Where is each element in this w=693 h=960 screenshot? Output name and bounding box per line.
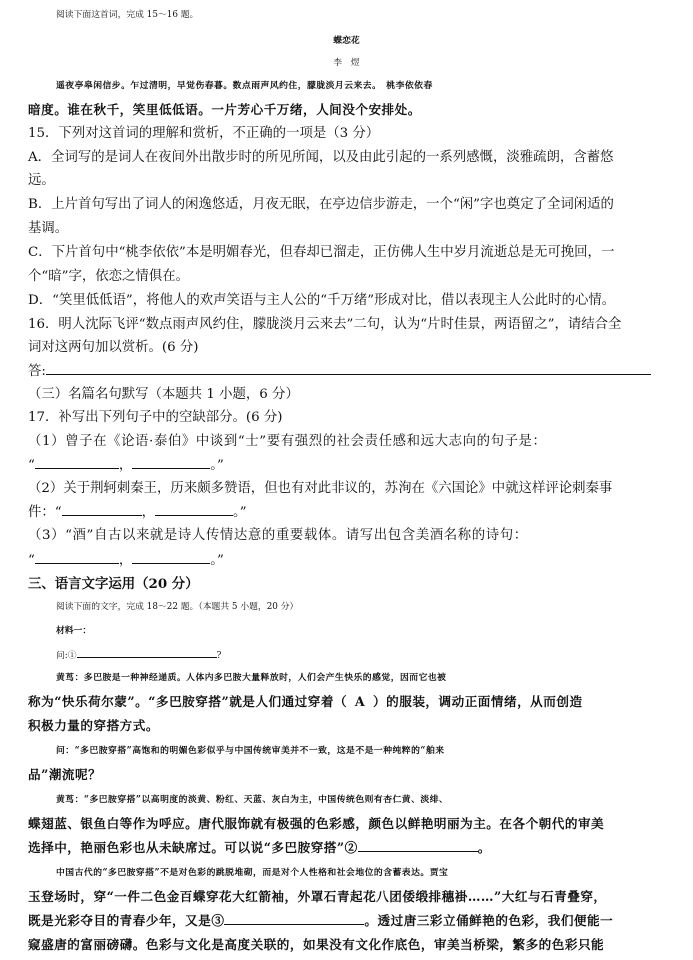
q17-item-3-blanks: “ ， 。” [28, 553, 224, 568]
q15-option-d: D．“笑里低低语”，将他人的欢声笑语与主人公的“千万绪”形成对比，借以表现主人公此时的心情。 [28, 293, 616, 308]
para2-line2: 品”潮流呢？ [28, 767, 102, 782]
answer-blank[interactable] [46, 362, 651, 375]
q17-item-2-blanks: 件：“ ， 。” [28, 505, 247, 520]
q15-option-b: B．上片首句写出了词人的闲逸悠适，月夜无眠，在亭边信步游走，一个“闲”字也奠定了全词闲适的 [28, 197, 614, 212]
para1-line1: 黄茑：多巴胺是一种神经递质。人体内多巴胺大量释放时，人们会产生快乐的感觉，因而它也被 [56, 673, 447, 683]
para4-line4: 窥盛唐的富丽磅礴。色彩与文化是高度关联的，如果没有文化作底色，审美当桥梁，繁多的色彩只能 [28, 937, 605, 952]
q15-stem: 15．下列对这首词的理解和赏析，不正确的一项是（3 分） [28, 126, 380, 141]
para2-line1: 问：“多巴胺穿搭”高饱和的明媚色彩似乎与中国传统审美并不一致，这是不是一种纯粹的“舶来 [56, 746, 445, 756]
q16-answer-line [28, 362, 668, 381]
q16-stem-cont: 词对这两句加以赏析。(6 分) [28, 340, 199, 355]
poem-text-line-2: 暗度。谁在秋千，笑里低低语。一片芳心千万绪，人间没个安排处。 [28, 102, 421, 117]
q17-item-1-blanks: “ ， 。” [28, 458, 224, 473]
q15-option-c-cont: 个“暗”字，依恋之情俱在。 [28, 269, 189, 284]
section3-title: （三）名篇名句默写（本题共 1 小题，6 分） [28, 387, 299, 402]
q17-item-2: （2）关于荆轲刺秦王，历来颇多赞语，但也有对此非议的，苏洵在《六国论》中就这样评论刺秦事 [28, 481, 613, 496]
answer-label: 答: [28, 364, 46, 379]
para3-line3: 选择中，艳丽色彩也从未缺席过。可以说“多巴胺穿搭”② 。 [28, 840, 491, 855]
para4-line2: 玉登场时，穿“一件二色金百蝶穿花大红箭袖，外罩石青起花八团倭缎排穗褂……”大红与石青叠穿， [28, 889, 607, 904]
para1-line3: 积极力量的穿搭方式。 [28, 718, 159, 733]
para4-line3: 既是光彩夺目的青春少年，又是③ 。透过唐三彩立俑鲜艳的色彩，我们便能一 [28, 913, 614, 928]
para3-line1: 黄茑：“多巴胺穿搭”以高明度的淡黄、粉红、天蓝、灰白为主，中国传统色则有杏仁黄、淡绯、 [56, 795, 449, 805]
poem-author: 李 煜 [333, 58, 360, 68]
q15-option-b-cont: 基调。 [28, 221, 69, 236]
q16-stem: 16．明人沈际飞评“数点雨声风约住，朦胧淡月云来去”二句，认为“片时佳景，两语留之”，请结合全 [28, 317, 622, 332]
part3-title: 三、语言文字运用（20 分） [28, 576, 199, 592]
material-label: 材料一： [56, 626, 92, 636]
blank-1a[interactable] [35, 456, 119, 469]
poem-text-line-1: 遥夜亭皋闲信步。乍过清明，早觉伤春暮。数点雨声风约住，朦胧淡月云来去。 桃李依依春 [56, 81, 433, 91]
q17-item-1: （1）曾子在《论语·泰伯》中谈到“士”要有强烈的社会责任感和远大志向的句子是： [28, 434, 547, 449]
blank-a-mark: A [354, 694, 366, 709]
para4-line1: 中国古代的“多巴胺穿搭”不是对色彩的跳脱堆砌，而是对个人性格和社会地位的含蓄表达。贾宝 [56, 868, 449, 878]
blank-3a[interactable] [35, 551, 119, 564]
para1-line2: 称为“快乐荷尔蒙”。“多巴胺穿搭”就是人们通过穿着（ A ）的服装，调动正面情绪，从而创造 [28, 694, 583, 709]
poem-title: 蝶恋花 [333, 36, 360, 46]
blank-2[interactable] [358, 839, 478, 852]
blank-3[interactable] [224, 912, 364, 925]
blank-1b[interactable] [132, 456, 210, 469]
intro-line: 阅读下面这首词，完成 15～16 题。 [56, 10, 199, 20]
q15-option-a-cont: 远。 [28, 173, 55, 188]
q17-item-3: （3）“酒”自古以来就是诗人传情达意的重要载体。请写出包含美酒名称的诗句： [28, 528, 528, 543]
q15-option-a: A．全词写的是词人在夜间外出散步时的所见所闻，以及由此引起的一系列感慨，淡雅疏朗，含蓄悠 [28, 150, 614, 165]
q17-stem: 17．补写出下列句子中的空缺部分。(6 分) [28, 410, 283, 425]
q15-option-c: C．下片首句中“桃李依依”本是明媚春光，但春却已溜走，正仿佛人生中岁月流逝总是无可挽回，一 [28, 245, 615, 260]
ask-line-1: 问:① ? [56, 645, 693, 665]
part3-intro: 阅读下面的文字，完成 18～22 题。（本题共 5 小题，20 分） [56, 602, 299, 612]
blank-3b[interactable] [132, 551, 210, 564]
blank-2b[interactable] [155, 503, 233, 516]
blank-ask-1[interactable] [77, 645, 217, 658]
para3-line2: 蝶翅蓝、银鱼白等作为呼应。唐代服饰就有极强的色彩感，颜色以鲜艳明丽为主。在各个朝代的审美 [28, 816, 605, 831]
blank-2a[interactable] [62, 503, 142, 516]
